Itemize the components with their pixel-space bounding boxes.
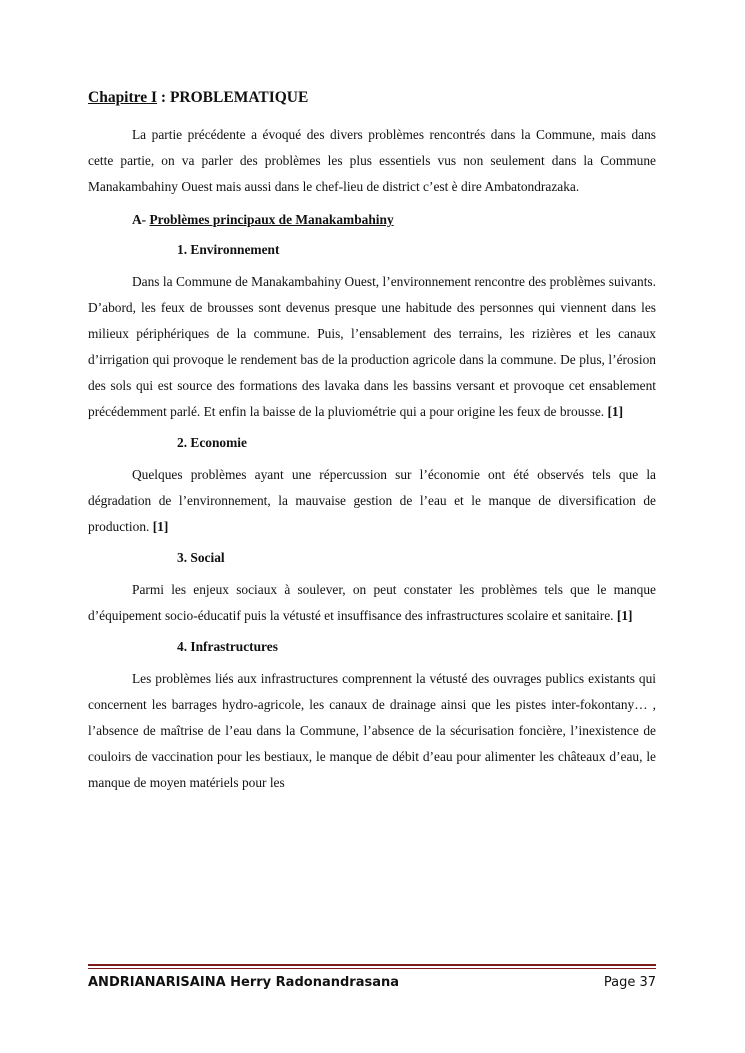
citation-ref: [1] bbox=[616, 608, 633, 623]
page-footer bbox=[88, 964, 656, 990]
subsection-heading: 4. Infrastructures bbox=[177, 639, 278, 654]
footer-author: ANDRIANARISAINA Herry Radonandrasana bbox=[88, 975, 400, 990]
paragraph-text: Parmi les enjeux sociaux à soulever, on peut constater les problèmes tels que le manque d’équipement socio-éducatif puis la vétusté et insuffisance des infrastructures scolaire et sanitaire. bbox=[88, 582, 656, 623]
subsection-heading: 1. Environnement bbox=[177, 242, 280, 257]
paragraph-text: Dans la Commune de Manakambahiny Ouest, l’environnement rencontre des problèmes suivants. D’abord, les feux de brousses sont devenus presque une habitude des personnes qui viennent dans les milieux périphériques de la commune. Puis, l’ensablement des terrains, les rizières et les canaux d’irrigation qui provoque le rendement bas de la production agricole dans la commune. De plus, l’érosion des sols qui est source des formations des lavaka dans les bassins versant et provoque cet ensablement précédemment parlé. Et enfin la baisse de la pluviométrie qui a pour origine les feux de brousse. bbox=[88, 274, 656, 419]
section-a-heading bbox=[132, 209, 656, 231]
chapter-label: Chapitre I bbox=[88, 89, 158, 106]
footer-page-number: Page 37 bbox=[603, 975, 656, 990]
paragraph-text: Les problèmes liés aux infrastructures comprennent la vétusté des ouvrages publics existants qui concernent les barrages hydro-agricole, les canaux de drainage ainsi que les pistes inter-fokontany… , l’absence de maîtrise de l’eau dans la Commune, l’absence de la sécurisation foncière, l’inexistence de couloirs de vaccination pour les bestiaux, le manque de débit d’eau pour alimenter les châteaux d’eau, le manque de moyen matériels pour les bbox=[88, 671, 656, 790]
section-a-prefix: A- bbox=[132, 212, 150, 227]
subsection-paragraph bbox=[88, 666, 656, 796]
paragraph-text: Quelques problèmes ayant une répercussion sur l’économie ont été observés tels que la dégradation de l’environnement, la mauvaise gestion de l’eau et le manque de diversification de production. bbox=[88, 467, 656, 534]
footer-row bbox=[88, 975, 656, 990]
subsection-paragraph bbox=[88, 462, 656, 540]
subsection-heading: 3. Social bbox=[177, 550, 225, 565]
footer-rule-thick bbox=[88, 964, 656, 966]
section-a-title: Problèmes principaux de Manakambahiny bbox=[149, 212, 394, 227]
intro-paragraph: La partie précédente a évoqué des divers problèmes rencontrés dans la Commune, mais dans cette partie, on va parler des problèmes les plus essentiels vus non seulement dans la Commune Manakambahiny Ouest mais aussi dans le chef-lieu de district c’est è dire Ambatondrazaka. bbox=[88, 127, 656, 194]
citation-ref: [1] bbox=[607, 404, 624, 419]
footer-rule-thin bbox=[88, 968, 656, 969]
subsection-paragraph bbox=[88, 269, 656, 425]
chapter-title bbox=[88, 88, 656, 108]
subsection-heading: 2. Economie bbox=[177, 435, 247, 450]
page-content bbox=[88, 88, 656, 796]
subsection-paragraph bbox=[88, 577, 656, 629]
chapter-title-text: : PROBLEMATIQUE bbox=[157, 89, 309, 106]
citation-ref: [1] bbox=[152, 519, 169, 534]
